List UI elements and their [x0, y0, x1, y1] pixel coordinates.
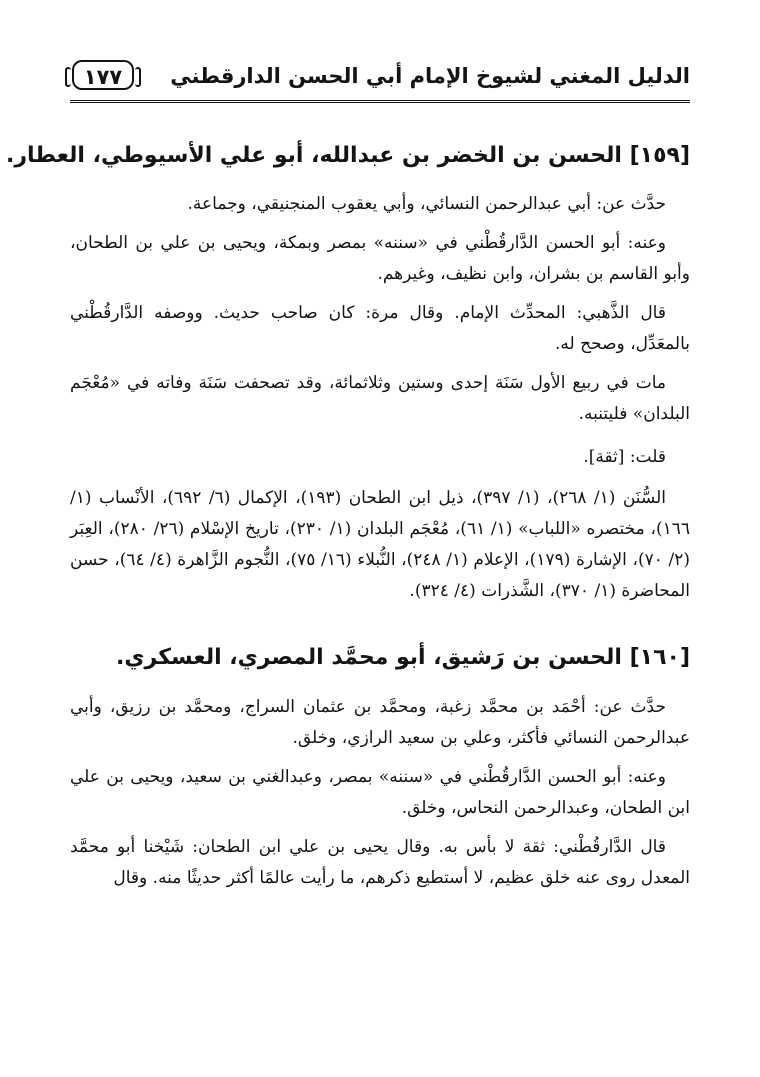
entry-title: الحسن بن رَشيق، أبو محمَّد المصري، العسكري. [116, 645, 622, 670]
book-title: الدليل المغني لشيوخ الإمام أبي الحسن الدارقطني [170, 64, 690, 88]
verdict-paragraph: قلت: [ثقة]. [583, 447, 666, 467]
entry-heading [70, 645, 690, 670]
entry-number: [ ١٥٩ ] [622, 143, 690, 168]
death-paragraph: مات في ربيع الأول سَنَة إحدى وستين وثلاثمائة، وقد تصحفت سَنَة وفاته في «مُعْجَم البلدان» فليتنبه. [70, 373, 690, 424]
teachers-paragraph: حدَّث عن: أبي عبدالرحمن النسائي، وأبي يعقوب المنجنيقي، وجماعة. [187, 194, 666, 214]
entry-heading [6, 143, 690, 168]
entry-number: [ ١٦٠ ] [622, 645, 690, 670]
students-paragraph: وعنه: أبو الحسن الدَّارقُطْني في «سننه» بمصر، وعبدالغني بن سعيد، ويحيى بن علي ابن الطحان، وعبدالرحمن النحاس، وخلق. [70, 767, 690, 818]
biography-entry [70, 645, 690, 894]
biography-entry [6, 143, 690, 607]
students-paragraph: وعنه: أبو الحسن الدَّارقُطْني في «سننه» بمصر وبمكة، ويحيى بن علي بن الطحان، وأبو القاسم بن بشران، وابن نظيف، وغيرهم. [70, 233, 690, 284]
sources-paragraph: السُّنَن (١/ ٢٦٨)، (١/ ٣٩٧)، ذيل ابن الطحان (١٩٣)، الإكمال (٦/ ٦٩٢)، الأنْساب (١/ ١٦٦)، مختصره «اللباب» (١/ ٦١)، مُعْجَم البلدان (١/ ٢٣٠)، تاريخ الإسْلام (٢٦/ ٢٨٠)، العِبَر (٢/ ٧٠)، الإشارة (١٧٩)، الإعلام (١/ ٢٤٨)، النُّبلاء (١٦/ ٧٥)، النُّجوم الزَّاهرة (٤/ ٦٤)، حسن المحاضرة (١/ ٣٧٠)، الشَّذرات (٤/ ٣٢٤). [70, 488, 690, 601]
assessment-paragraph: قال الدَّارقُطْني: ثقة لا بأس به. وقال يحيى بن علي ابن الطحان: شَيْخنا أبو محمَّد المعدل روى عنه خلق عظيم، لا أستطيع ذكرهم، ما رأيت عالمًا أكثر حديثًا منه. وقال [70, 837, 690, 888]
document-page [6, 58, 690, 1077]
page-number: ١٧٧ [72, 60, 134, 90]
running-header [70, 58, 690, 103]
entry-title: الحسن بن الخضر بن عبدالله، أبو علي الأسيوطي، العطار. [6, 143, 622, 168]
teachers-paragraph: حدَّث عن: أحْمَد بن محمَّد زغبة، ومحمَّد بن عثمان السراج، ومحمَّد بن رزيق، وأبي عبدالرحمن النسائي فأكثر، وعلي بن سعيد الرازي، وخلق. [70, 697, 690, 748]
assessment-paragraph: قال الذَّهبي: المحدِّث الإمام. وقال مرة: كان صاحب حديث. ووصفه الدَّارقُطْني بالمعَدِّل، وصحح له. [70, 303, 690, 354]
